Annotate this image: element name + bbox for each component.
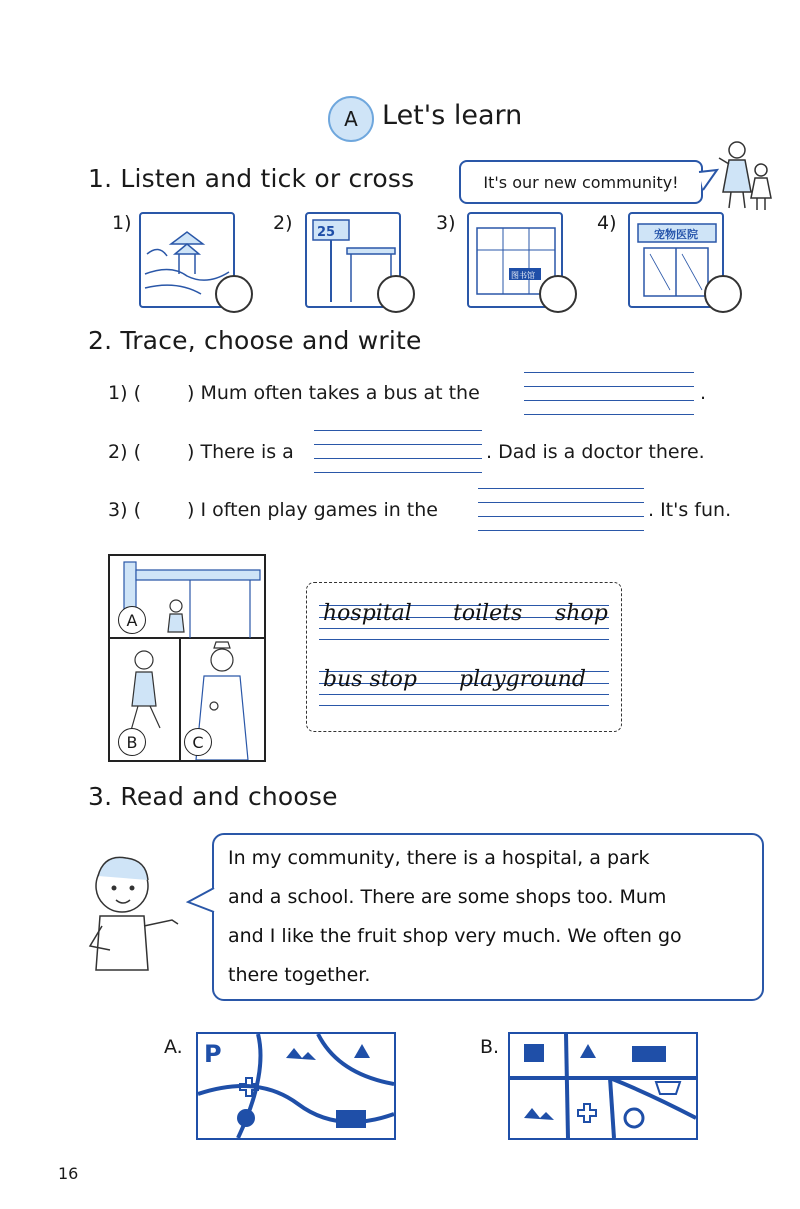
- map-b-drawing: [510, 1034, 696, 1138]
- hospital-cross-icon: [578, 1104, 596, 1122]
- answer-bracket-open: (: [133, 499, 141, 521]
- option-a-label: A.: [164, 1036, 183, 1058]
- picture-label-a: A: [118, 606, 146, 634]
- fruit-icon: [237, 1109, 255, 1127]
- speech-bubble-tail: [697, 168, 719, 192]
- question-1: [108, 382, 480, 404]
- pet-hospital-sign: 宠物医院: [654, 228, 698, 241]
- passage-line: In my community, there is a hospital, a park: [228, 847, 650, 869]
- section1-heading: 1. Listen and tick or cross: [88, 164, 415, 193]
- question-text: I often play games in the: [200, 499, 438, 521]
- question-2-end: . Dad is a doctor there.: [486, 441, 705, 463]
- word-bus-stop: bus stop: [323, 667, 417, 692]
- speech-bubble: [459, 160, 703, 204]
- answer-circle-1[interactable]: [215, 275, 253, 313]
- map-option-a[interactable]: [196, 1032, 396, 1140]
- school-icon: [336, 1110, 366, 1128]
- question-3-end: . It's fun.: [648, 499, 732, 521]
- map-a-drawing: [198, 1034, 394, 1138]
- listen-item-label: 3): [436, 212, 456, 234]
- question-text: Mum often takes a bus at the: [200, 382, 480, 404]
- word-bank: [306, 582, 622, 732]
- park-icon: [286, 1048, 316, 1060]
- school-icon: [632, 1046, 666, 1062]
- map-option-b[interactable]: [508, 1032, 698, 1140]
- answer-bracket-open: (: [133, 382, 141, 404]
- word-bank-row-2: [319, 663, 609, 701]
- answer-circle-2[interactable]: [377, 275, 415, 313]
- page-number: 16: [58, 1164, 79, 1183]
- boy-illustration: [82, 850, 182, 980]
- question-1-end: .: [700, 382, 707, 404]
- answer-circle-4[interactable]: [704, 275, 742, 313]
- answer-bracket-close: ): [187, 441, 195, 463]
- question-number: 2): [108, 441, 128, 463]
- speech-bubble-text: It's our new community!: [483, 172, 679, 192]
- passage-bubble: [212, 833, 764, 1001]
- option-b-label: B.: [480, 1036, 500, 1058]
- bus-sign-number: 25: [317, 225, 336, 240]
- flowers-icon: [354, 1044, 370, 1058]
- passage-line: there together.: [228, 964, 371, 986]
- writing-lines-1[interactable]: [524, 372, 694, 414]
- shopping-cart-icon: [656, 1082, 680, 1094]
- word-bank-row-1: [319, 597, 609, 635]
- answer-bracket-close: ): [187, 499, 195, 521]
- question-3: [108, 499, 438, 521]
- mother-daughter-illustration: [717, 140, 777, 212]
- answer-circle-3[interactable]: [539, 275, 577, 313]
- answer-bracket-open: (: [133, 441, 141, 463]
- word-shop: shop: [555, 601, 608, 626]
- question-text: There is a: [200, 441, 294, 463]
- question-2: [108, 441, 294, 463]
- listen-item-label: 2): [273, 212, 293, 234]
- answer-bracket-close: ): [187, 382, 195, 404]
- picture-panel: [108, 554, 266, 762]
- book-icon: [524, 1044, 544, 1062]
- section-badge: [328, 96, 374, 142]
- question-number: 3): [108, 499, 128, 521]
- word-toilets: toilets: [453, 601, 523, 626]
- listen-item-label: 1): [112, 212, 132, 234]
- section-badge-letter: A: [344, 107, 358, 131]
- picture-label-b: B: [118, 728, 146, 756]
- picture-label-c: C: [184, 728, 212, 756]
- library-sign: 图书馆: [511, 271, 535, 280]
- writing-lines-2[interactable]: [314, 430, 482, 472]
- reading-passage: [214, 835, 762, 999]
- page-title: Let's learn: [382, 100, 523, 131]
- question-number: 1): [108, 382, 128, 404]
- park-icon: [524, 1108, 554, 1120]
- flowers-icon: [580, 1044, 596, 1058]
- passage-line: and I like the fruit shop very much. We often go: [228, 925, 682, 947]
- listen-item-label: 4): [597, 212, 617, 234]
- passage-line: and a school. There are some shops too. Mum: [228, 886, 667, 908]
- word-hospital: hospital: [323, 601, 412, 626]
- passage-bubble-tail: [186, 886, 216, 916]
- writing-lines-3[interactable]: [478, 488, 644, 530]
- word-playground: playground: [459, 667, 586, 692]
- section2-heading: 2. Trace, choose and write: [88, 326, 422, 355]
- section3-heading: 3. Read and choose: [88, 782, 338, 811]
- bus-stop-sign-icon: [625, 1109, 643, 1127]
- parking-icon: P: [204, 1040, 222, 1068]
